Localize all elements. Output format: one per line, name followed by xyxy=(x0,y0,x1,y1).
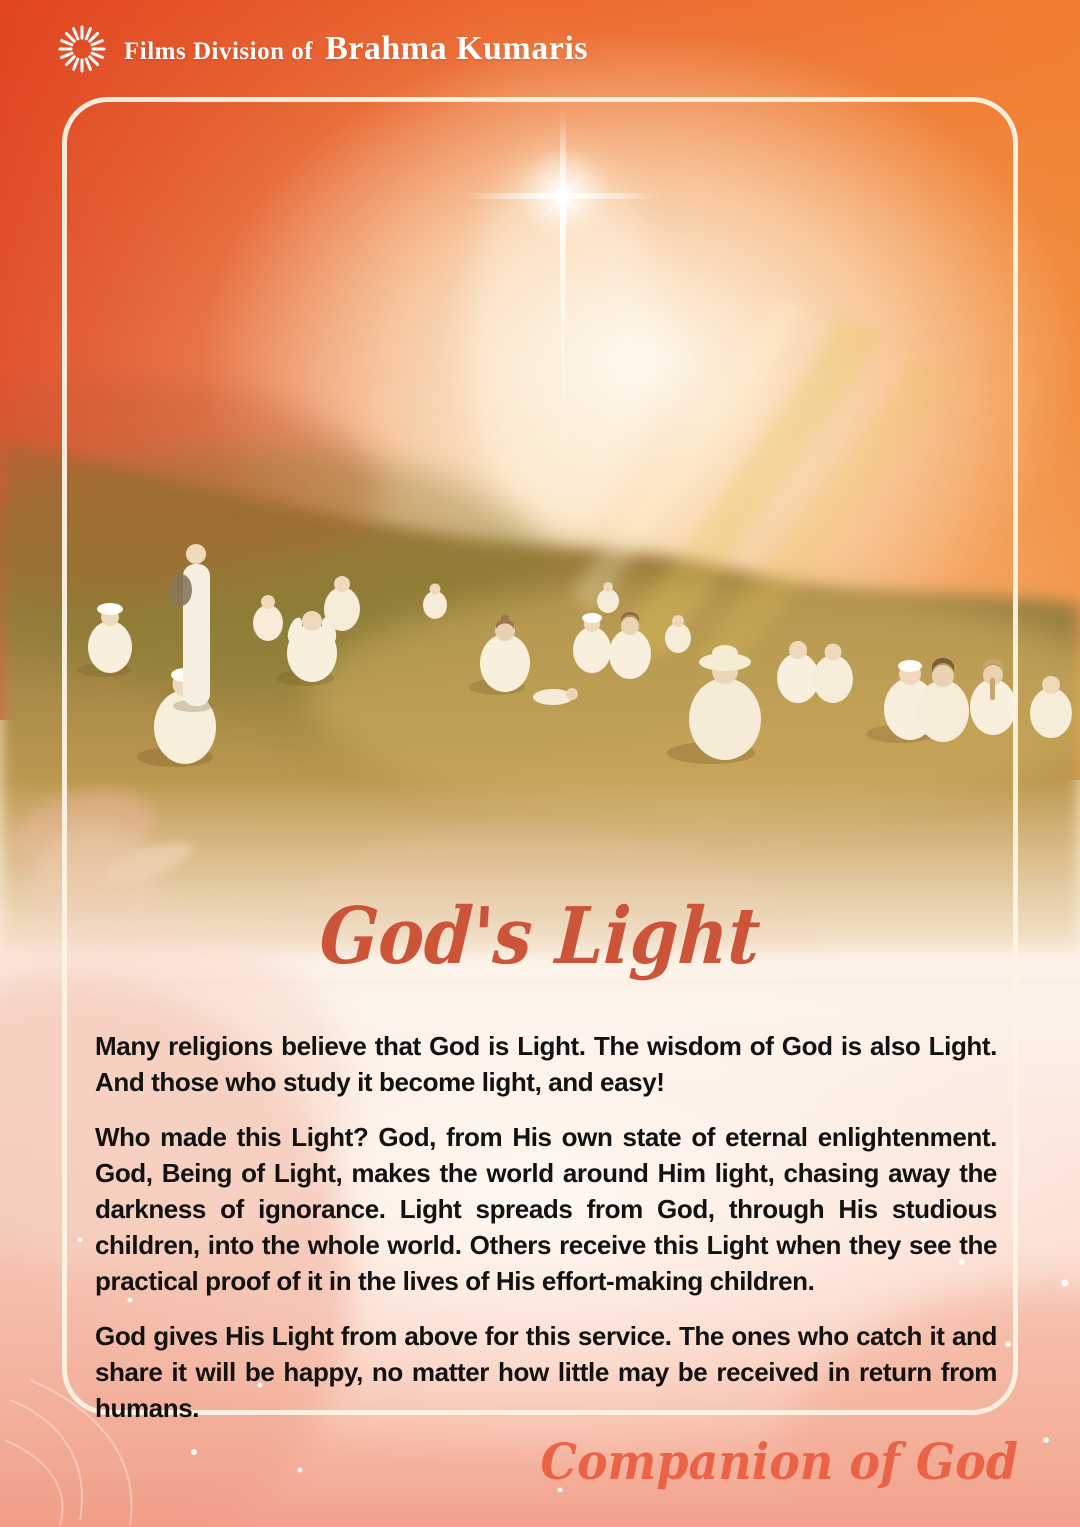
header xyxy=(0,0,1080,97)
paragraph-2: Who made this Light? God, from His own state of eternal enlightenment. God, Being of Light, makes the world around Him light, chasing away the darkness of ignorance. Light spreads from God, through His studious children, into the whole world. Others receive this Light when they see the practical proof of it in the lives of His effort-making children. xyxy=(95,1122,997,1296)
page-title: God's Light xyxy=(317,891,763,982)
brand-name: Brahma Kumaris xyxy=(325,29,589,67)
footer-script-text: Companion of God xyxy=(540,1432,1018,1491)
brand-prefix: Films Division of xyxy=(124,37,314,65)
paragraph-3: God gives His Light from above for this service. The ones who catch it and share it will be happy, no matter how little may be received in return from humans. xyxy=(95,1321,997,1423)
brand-line xyxy=(124,30,588,68)
paragraph-1: Many religions believe that God is Light. The wisdom of God is also Light. And those who study it become light, and easy! xyxy=(95,1031,997,1097)
body-text xyxy=(95,1028,997,1426)
radiant-starburst-icon xyxy=(56,23,108,75)
